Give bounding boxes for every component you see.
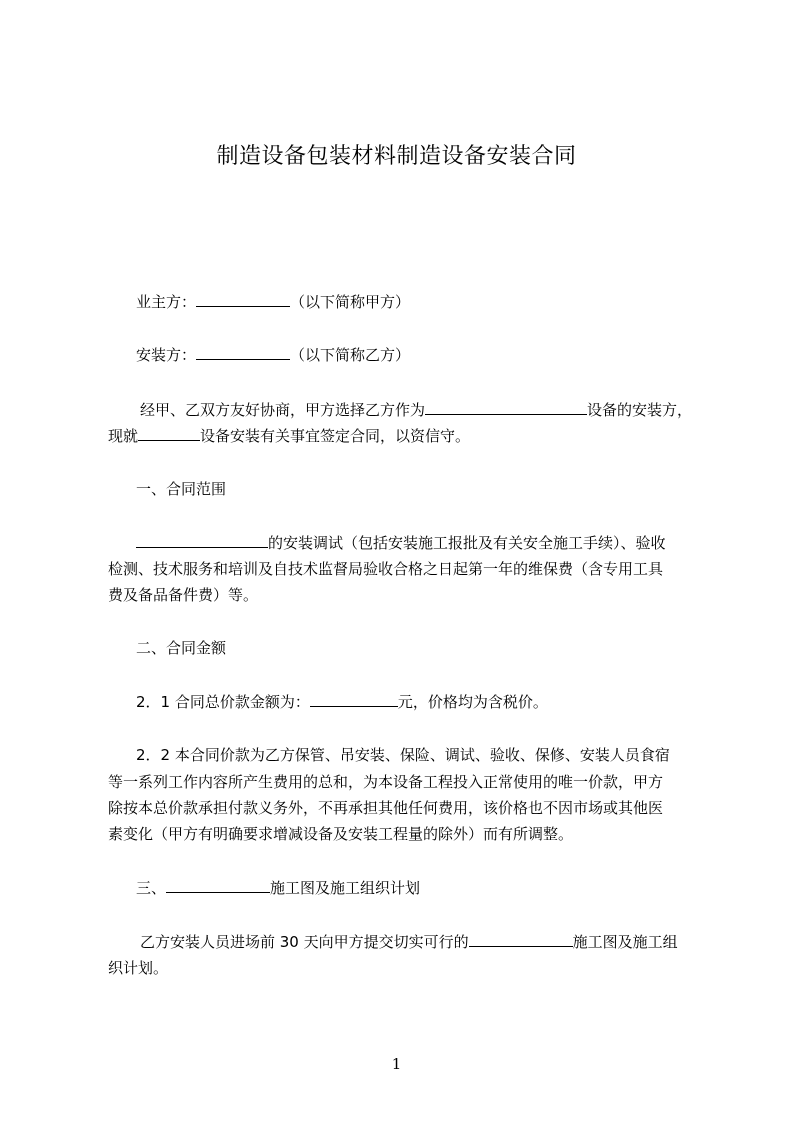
party-b-blank [196, 345, 290, 360]
section-1-line-3: 费及备品备件费）等。 [108, 586, 259, 604]
section-3-line-1-start: 乙方安装人员进场前 30 天向甲方提交切实可行的 [140, 933, 469, 951]
intro-line-2 [108, 426, 698, 446]
party-b-line [136, 345, 726, 365]
intro-line-1 [140, 400, 730, 420]
party-b-suffix: （以下简称乙方） [290, 346, 411, 364]
clause-2-2-line-2: 等一系列工作内容所产生费用的总和，为本设备工程投入正常使用的唯一价款，甲方 [108, 773, 664, 791]
section-3-line-1-end: 施工图及施工组 [572, 933, 678, 951]
section-3-line-2: 织计划。 [108, 959, 169, 977]
party-a-blank [196, 292, 290, 307]
intro-p2-start: 现就 [108, 427, 139, 445]
section-1-heading: 一、合同范围 [136, 480, 227, 498]
amount-blank [310, 692, 398, 707]
section-2-heading: 二、合同金额 [136, 639, 227, 657]
intro-p1-start: 经甲、乙双方友好协商，甲方选择乙方作为 [140, 401, 426, 419]
section-3-heading-end: 施工图及施工组织计划 [270, 879, 421, 897]
section-3-heading [136, 878, 726, 898]
section-3-heading-start: 三、 [136, 879, 167, 897]
section-1-blank [136, 533, 268, 548]
section-3-drawing-blank [469, 932, 573, 947]
section-1-line-1 [136, 533, 726, 553]
section-3-blank [166, 878, 270, 893]
party-a-line [136, 292, 726, 312]
page-number: 1 [391, 1055, 402, 1073]
intro-equipment-blank-2 [138, 426, 200, 441]
clause-2-2-line-1: 2．2 本合同价款为乙方保管、吊安装、保险、调试、验收、保修、安装人员食宿 [136, 746, 670, 764]
intro-p1-end: 设备的安装方， [587, 401, 693, 419]
clause-2-1-end: 元，价格均为含税价。 [397, 693, 548, 711]
party-b-label: 安装方： [136, 346, 197, 364]
clause-2-1-start: 2．1 合同总价款金额为： [136, 693, 310, 711]
section-1-line-2: 检测、技术服务和培训及自技术监督局验收合格之日起第一年的维保费（含专用工具 [108, 560, 664, 578]
intro-p2-end: 设备安装有关事宜签定合同，以资信守。 [200, 427, 471, 445]
intro-equipment-blank [425, 400, 587, 415]
clause-2-2-line-4: 素变化（甲方有明确要求增减设备及安装工程量的除外）而有所调整。 [108, 825, 574, 843]
party-a-suffix: （以下简称甲方） [290, 293, 411, 311]
section-1-line-1-text: 的安装调试（包括安装施工报批及有关安全施工手续）、验收 [268, 534, 666, 552]
clause-2-2-line-3: 除按本总价款承担付款义务外，不再承担其他任何费用，该价格也不因市场或其他医 [108, 799, 664, 817]
clause-2-1 [136, 692, 726, 712]
section-3-line-1 [140, 932, 730, 952]
document-title: 制造设备包装材料制造设备安装合同 [216, 144, 577, 169]
party-a-label: 业主方： [136, 293, 197, 311]
